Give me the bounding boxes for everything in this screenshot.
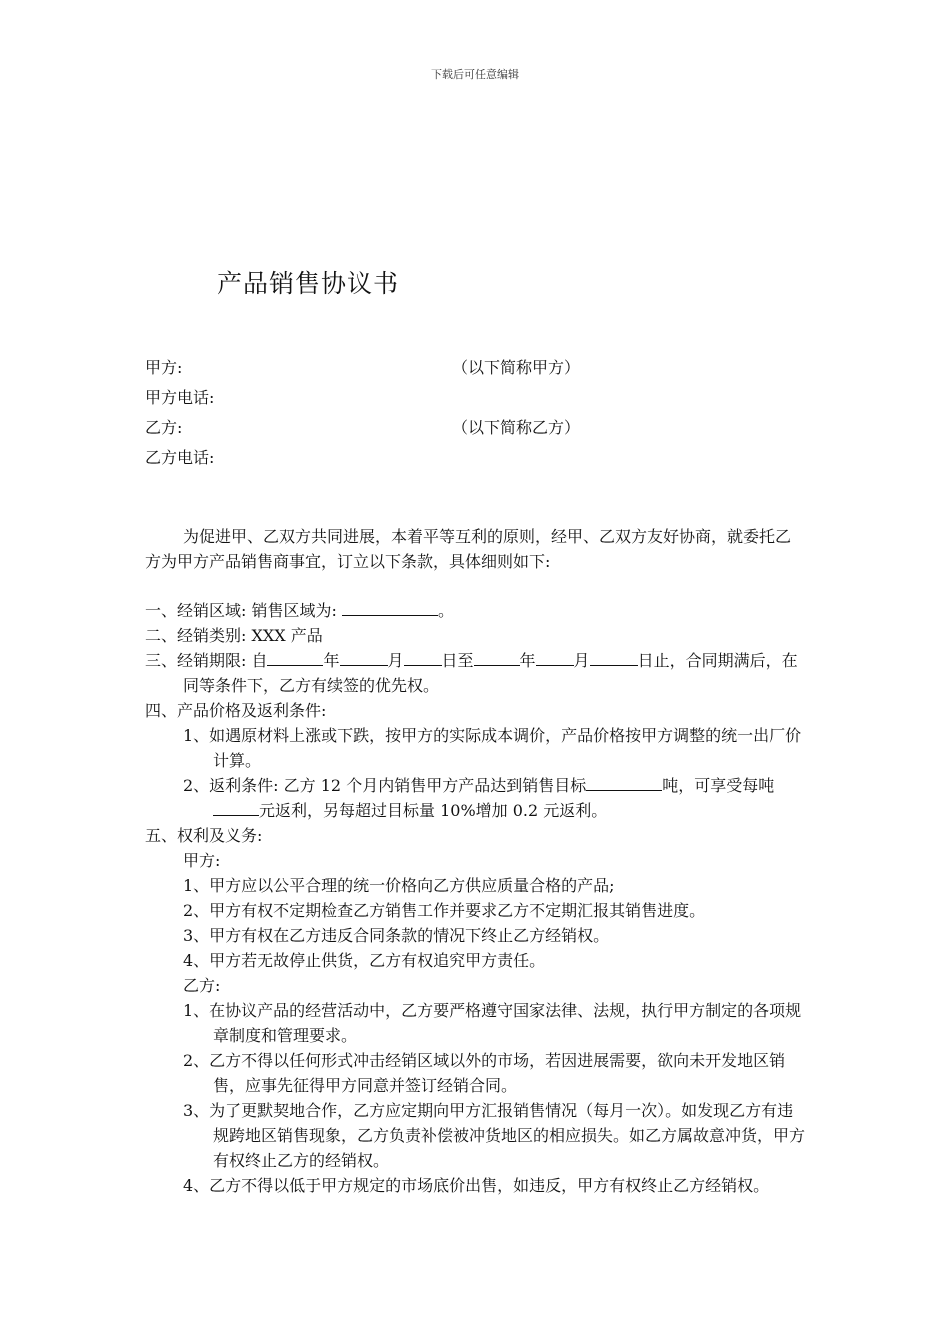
party-b-item-2: 2、乙方不得以任何形式冲击经销区域以外的市场，若因进展需要，欲向未开发地区销售，应事先征得甲方同意并签订经销合同。 <box>183 1051 786 1095</box>
clause-3-start: 三、经销期限: 自 <box>145 651 268 670</box>
party-a-phone: 甲方电话: <box>145 388 215 407</box>
party-b-item-3: 3、为了更默契地合作，乙方应定期向甲方汇报销售情况（每月一次）。如发现乙方有违规跨地区销售现象，乙方负责补偿被冲货地区的相应损失。如乙方属故意冲货，甲方有权终止乙方的经销权。 <box>183 1101 806 1170</box>
end-day-blank[interactable] <box>590 649 638 666</box>
clause-4-item-2-b: 吨，可享受每吨 <box>662 776 775 795</box>
party-b-item-4: 4、乙方不得以低于甲方规定的市场底价出售，如违反，甲方有权终止乙方经销权。 <box>183 1176 770 1195</box>
end-month-blank[interactable] <box>536 649 574 666</box>
clause-2: 二、经销类别: XXX 产品 <box>145 626 323 645</box>
sales-target-blank[interactable] <box>586 774 662 791</box>
document-title: 产品销售协议书 <box>217 269 400 298</box>
clause-1 <box>145 598 805 623</box>
contract-body <box>145 524 805 1198</box>
party-a-suffix: （以下简称甲方） <box>452 358 581 377</box>
clause-3-day-to: 日至 <box>441 651 474 670</box>
clause-4-item-2-c: 元返利，另每超过目标量 10%增加 0.2 元返利。 <box>259 801 608 820</box>
clause-3-year: 年 <box>323 651 340 670</box>
party-b-phone: 乙方电话: <box>145 448 215 467</box>
clause-4: 四、产品价格及返利条件: <box>145 701 327 720</box>
clause-4-item-2 <box>145 773 805 823</box>
party-a-item-2: 2、甲方有权不定期检查乙方销售工作并要求乙方不定期汇报其销售进度。 <box>183 901 706 920</box>
party-a-item-3: 3、甲方有权在乙方违反合同条款的情况下终止乙方经销权。 <box>183 926 610 945</box>
page-header-note: 下载后可任意编辑 <box>431 68 519 81</box>
party-a-label: 甲方: <box>145 358 183 377</box>
party-b-label: 乙方: <box>145 418 183 437</box>
rebate-per-ton-blank[interactable] <box>213 799 259 816</box>
clause-3-month2: 月 <box>573 651 590 670</box>
end-year-blank[interactable] <box>474 649 520 666</box>
clause-3-end: 日止，合同期满后，在同等条件下，乙方有续签的优先权。 <box>183 651 798 695</box>
party-a-obligations-heading: 甲方: <box>183 851 221 870</box>
intro-paragraph: 为促进甲、乙双方共同进展，本着平等互利的原则，经甲、乙双方友好协商，就委托乙方为甲方产品销售商事宜，订立以下条款，具体细则如下: <box>145 527 792 571</box>
start-month-blank[interactable] <box>340 649 388 666</box>
sales-region-blank[interactable] <box>342 599 438 616</box>
clause-4-item-1: 1、如遇原材料上涨或下跌，按甲方的实际成本调价，产品价格按甲方调整的统一出厂价计算。 <box>183 726 802 770</box>
party-b-obligations-heading: 乙方: <box>183 976 221 995</box>
party-a-item-4: 4、甲方若无故停止供货，乙方有权追究甲方责任。 <box>183 951 546 970</box>
clause-3 <box>145 648 805 698</box>
party-b-item-1: 1、在协议产品的经营活动中，乙方要严格遵守国家法律、法规，执行甲方制定的各项规章制度和管理要求。 <box>183 1001 802 1045</box>
clause-3-year2: 年 <box>519 651 536 670</box>
start-day-blank[interactable] <box>404 649 442 666</box>
clause-1-label: 一、经销区域: 销售区域为: <box>145 601 337 620</box>
party-b-suffix: （以下简称乙方） <box>452 418 581 437</box>
clause-3-month: 月 <box>387 651 404 670</box>
party-a-item-1: 1、甲方应以公平合理的统一价格向乙方供应质量合格的产品; <box>183 876 615 895</box>
clause-5: 五、权利及义务: <box>145 826 263 845</box>
clause-4-item-2-a: 2、返利条件: 乙方 12 个月内销售甲方产品达到销售目标 <box>183 776 587 795</box>
start-year-blank[interactable] <box>267 649 323 666</box>
clause-1-end: 。 <box>437 601 454 620</box>
